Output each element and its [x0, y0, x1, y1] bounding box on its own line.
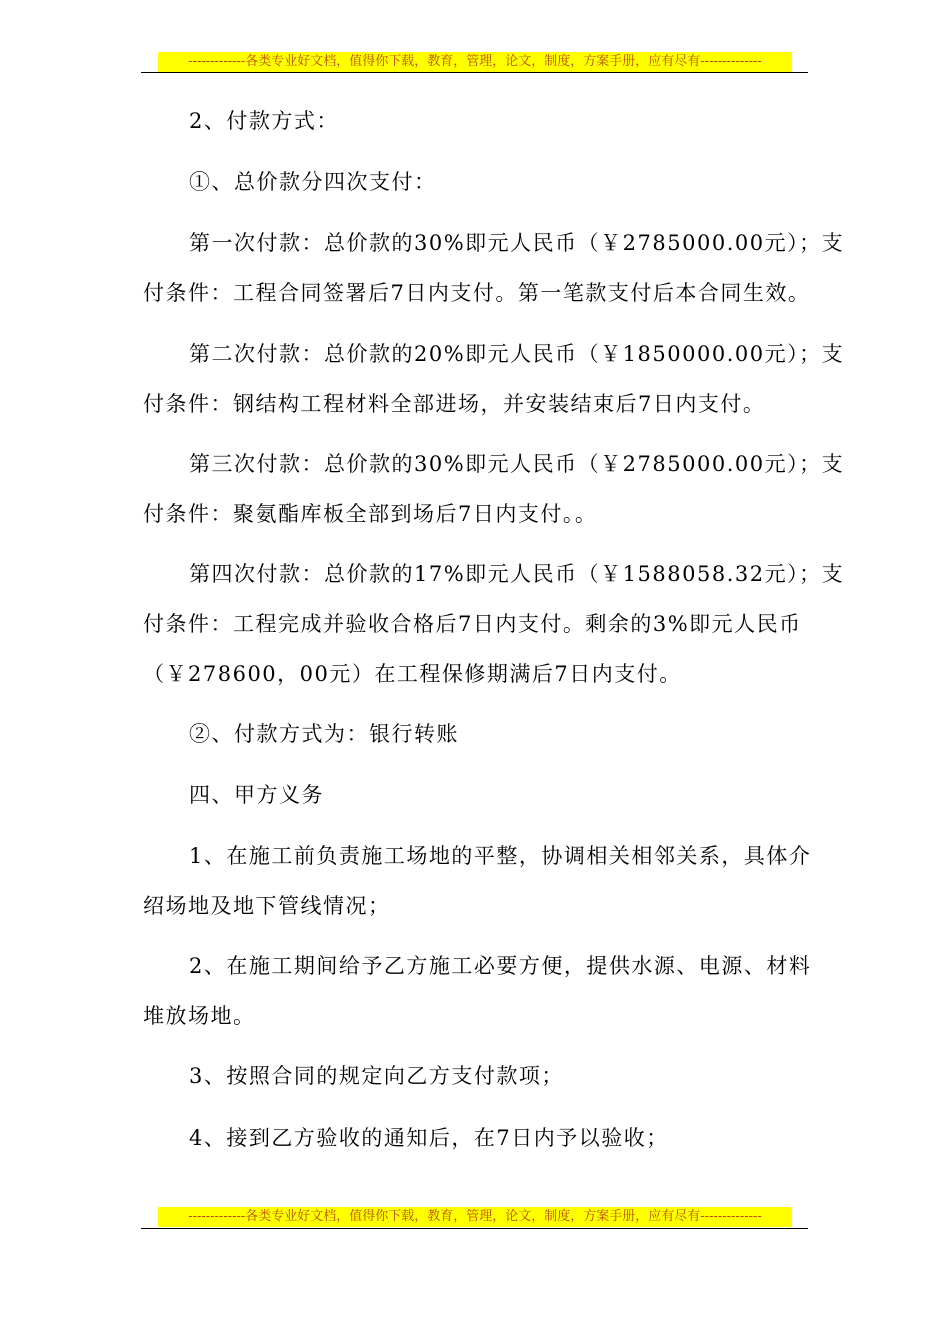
payment-3-line-2: 付条件：聚氨酯库板全部到场后7日内支付。。 [143, 502, 598, 526]
payment-4-line-3: （￥278600，00元）在工程保修期满后7日内支付。 [143, 662, 682, 686]
duty-2-line-1: 2、在施工期间给予乙方施工必要方便，提供水源、电源、材料 [189, 954, 812, 978]
duty-1-line-1: 1、在施工前负责施工场地的平整，协调相关相邻关系，具体介 [189, 844, 812, 868]
section-payment-method-heading: 2、付款方式： [189, 109, 339, 133]
header-banner: -------------各类专业好文档，值得你下载，教育，管理，论文，制度，方案手册，应有尽有-------------- [158, 52, 792, 72]
payment-4-line-2: 付条件：工程完成并验收合格后7日内支付。剩余的3%即元人民币 [143, 612, 802, 636]
duty-2-line-2: 堆放场地。 [143, 1004, 256, 1028]
footer-rule [141, 1228, 808, 1229]
payment-1-line-2: 付条件：工程合同签署后7日内支付。第一笔款支付后本合同生效。 [143, 281, 811, 305]
duty-4: 4、接到乙方验收的通知后，在7日内予以验收； [189, 1126, 669, 1150]
footer-banner: -------------各类专业好文档，值得你下载，教育，管理，论文，制度，方案手册，应有尽有-------------- [158, 1207, 792, 1227]
payment-2-line-2: 付条件：钢结构工程材料全部进场，并安装结束后7日内支付。 [143, 392, 766, 416]
duty-1-line-2: 绍场地及地下管线情况； [143, 894, 391, 918]
installments-intro: ①、总价款分四次支付： [189, 170, 437, 194]
duty-3: 3、按照合同的规定向乙方支付款项； [189, 1064, 564, 1088]
payment-1-line-1: 第一次付款：总价款的30%即元人民币（￥2785000.00元）；支 [189, 231, 845, 255]
section-party-a-duties-heading: 四、甲方义务 [189, 783, 324, 807]
payment-channel: ②、付款方式为：银行转账 [189, 722, 459, 746]
payment-4-line-1: 第四次付款：总价款的17%即元人民币（￥1588058.32元）；支 [189, 562, 845, 586]
payment-3-line-1: 第三次付款：总价款的30%即元人民币（￥2785000.00元）；支 [189, 452, 845, 476]
payment-2-line-1: 第二次付款：总价款的20%即元人民币（￥1850000.00元）；支 [189, 342, 845, 366]
header-rule [141, 72, 808, 73]
